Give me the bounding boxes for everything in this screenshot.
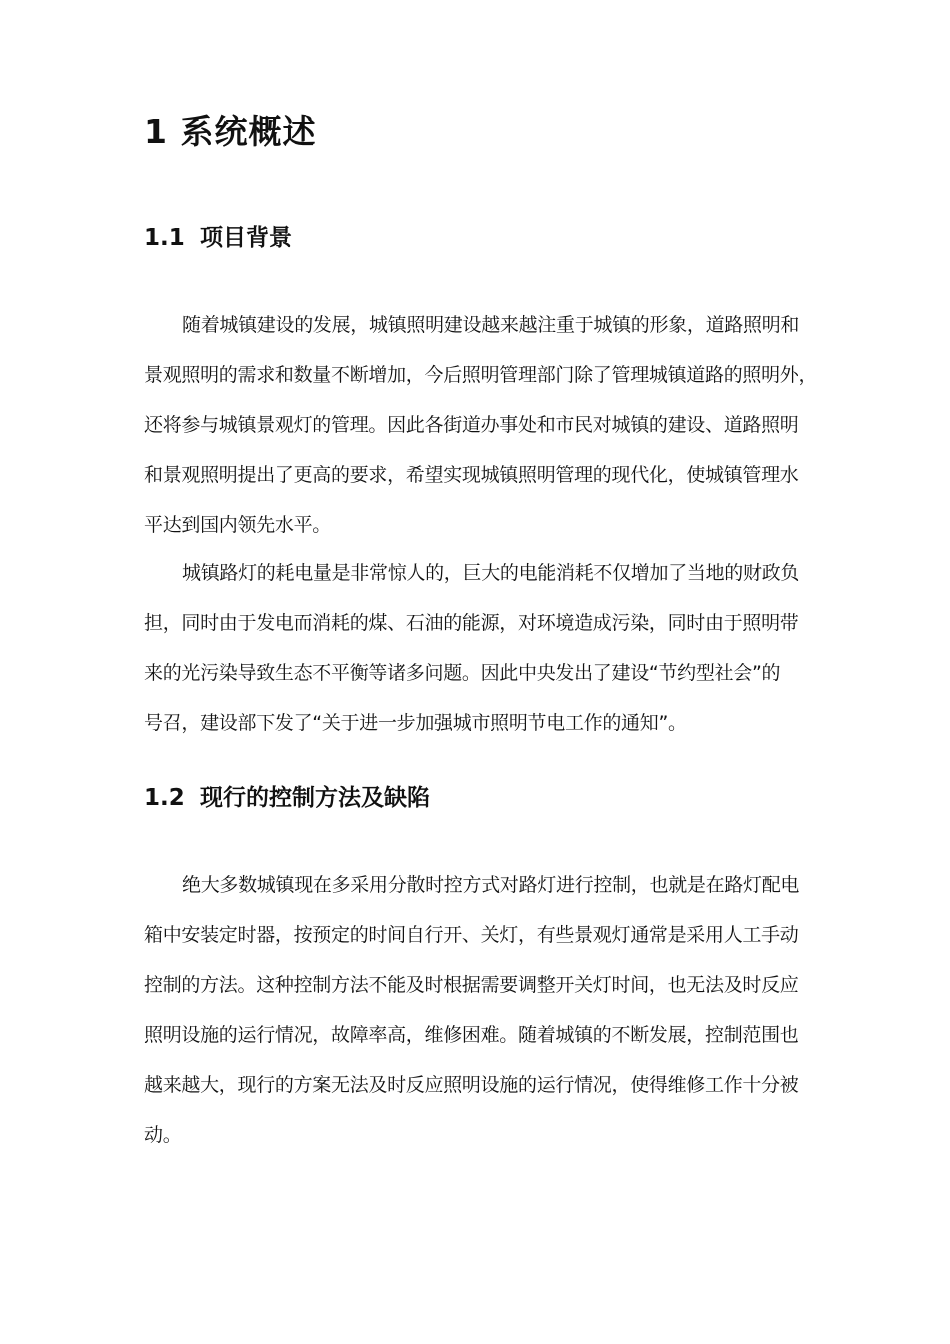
text-line: 平达到国内领先水平。 bbox=[144, 514, 332, 536]
section-number: 1.1 bbox=[144, 225, 185, 251]
text-line: 箱中安装定时器，按预定的时间自行开、关灯，有些景观灯通常是采用人工手动 bbox=[144, 924, 799, 946]
text-line: 照明设施的运行情况，故障率高，维修困难。随着城镇的不断发展，控制范围也 bbox=[144, 1024, 799, 1046]
text-line: 越来越大，现行的方案无法及时反应照明设施的运行情况，使得维修工作十分被 bbox=[144, 1074, 799, 1096]
section-heading-1-1 bbox=[144, 220, 292, 256]
text-line: 和景观照明提出了更高的要求，希望实现城镇照明管理的现代化，使城镇管理水 bbox=[144, 464, 799, 486]
paragraph-background-2 bbox=[144, 548, 810, 748]
text-line: 控制的方法。这种控制方法不能及时根据需要调整开关灯时间，也无法及时反应 bbox=[144, 974, 799, 996]
text-line: 随着城镇建设的发展，城镇照明建设越来越注重于城镇的形象，道路照明和 bbox=[182, 314, 800, 336]
text-line: 绝大多数城镇现在多采用分散时控方式对路灯进行控制，也就是在路灯配电 bbox=[182, 874, 800, 896]
chapter-title: 1 系统概述 bbox=[144, 112, 317, 151]
section-title: 项目背景 bbox=[200, 225, 292, 251]
section-number: 1.2 bbox=[144, 785, 185, 811]
section-heading-1-2 bbox=[144, 780, 430, 816]
text-line: 动。 bbox=[144, 1124, 182, 1146]
text-line: 来的光污染导致生态不平衡等诸多问题。因此中央发出了建设“节约型社会”的 bbox=[144, 662, 781, 684]
section-title: 现行的控制方法及缺陷 bbox=[200, 785, 430, 811]
text-line: 景观照明的需求和数量不断增加，今后照明管理部门除了管理城镇道路的照明外， bbox=[144, 364, 818, 386]
paragraph-background-1 bbox=[144, 300, 818, 550]
text-line: 担，同时由于发电而消耗的煤、石油的能源，对环境造成污染，同时由于照明带 bbox=[144, 612, 799, 634]
text-line: 号召，建设部下发了“关于进一步加强城市照明节电工作的通知”。 bbox=[144, 712, 687, 734]
text-line: 还将参与城镇景观灯的管理。因此各街道办事处和市民对城镇的建设、道路照明 bbox=[144, 414, 799, 436]
paragraph-current-methods bbox=[144, 860, 810, 1160]
text-line: 城镇路灯的耗电量是非常惊人的，巨大的电能消耗不仅增加了当地的财政负 bbox=[182, 562, 800, 584]
